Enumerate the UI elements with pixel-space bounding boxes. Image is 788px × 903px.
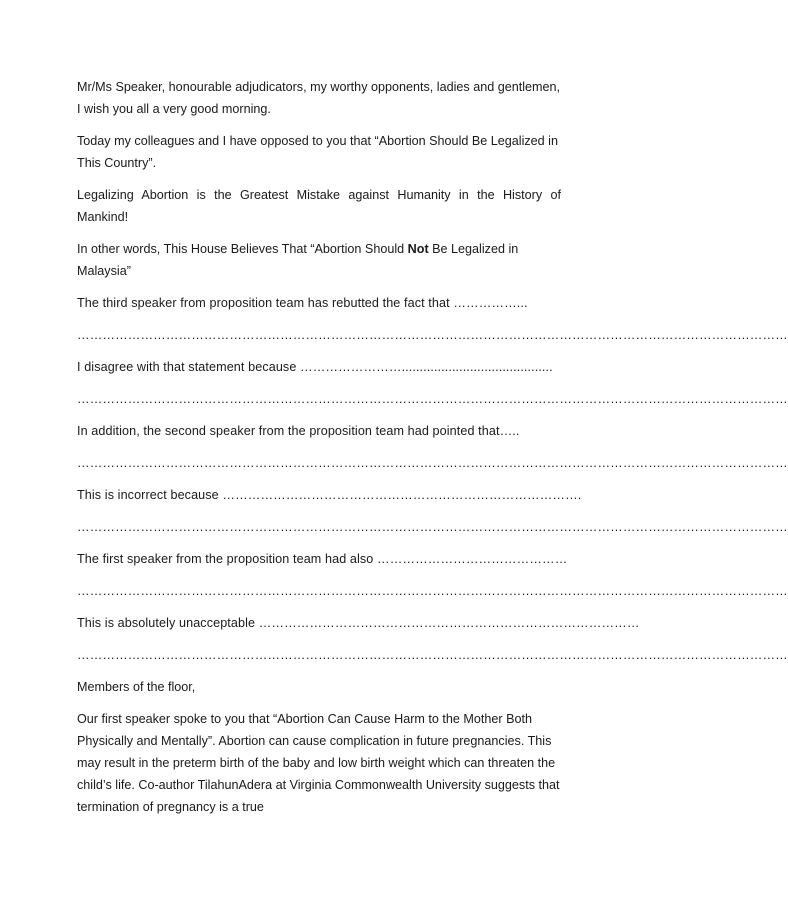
third-speaker-blank-line: …………………………………………………………………………………………………………………………………………………… — [77, 328, 788, 342]
motion-text-before: In other words, This House Believes That “Abortion Should — [77, 242, 408, 256]
incorrect-blank-line: …………………………………………………………………………………………………………………………………………………… — [77, 520, 788, 534]
document-page — [77, 76, 788, 828]
first-speaker-argument-paragraph: Our first speaker spoke to you that “Abortion Can Cause Harm to the Mother Both Physically and Mentally”. Abortion can cause complication in future pregnancies. This may result in the preterm birth of the baby and low birth weight which can threaten the child’s life. Co-author TilahunAdera at Virginia Commonwealth University suggests that termination of pregnancy is a true — [77, 712, 560, 814]
thesis-paragraph: Legalizing Abortion is the Greatest Mistake against Humanity in the History of Mankind! — [77, 188, 561, 224]
second-speaker-line: In addition, the second speaker from the proposition team had pointed that….. — [77, 424, 520, 438]
third-speaker-line: The third speaker from proposition team has rebutted the fact that ……………... — [77, 296, 528, 310]
second-speaker-blank-line: …………………………………………………………………………………………………………………………………………………… — [77, 456, 788, 470]
motion-paragraph — [77, 238, 561, 282]
first-speaker-line: The first speaker from the proposition team had also ……………………………………… — [77, 552, 568, 566]
motion-text-after: Be Legalized in Malaysia” — [77, 242, 519, 278]
unacceptable-blank-line: …………………………………………………………………………………………………………………………………………………… — [77, 648, 788, 662]
incorrect-line: This is incorrect because …………………………………………………………………………. — [77, 488, 582, 502]
members-of-floor-heading: Members of the floor, — [77, 680, 196, 694]
disagree-blank-line: …………………………………………………………………………………………………………………………………………………… — [77, 392, 788, 406]
motion-text-bold: Not — [407, 242, 429, 256]
first-speaker-blank-line: …………………………………………………………………………………………………………………………………………………… — [77, 584, 788, 598]
disagree-line: I disagree with that statement because …………………….......................................... — [77, 360, 553, 374]
greeting-paragraph: Mr/Ms Speaker, honourable adjudicators, my worthy opponents, ladies and gentlemen, I wish you all a very good morning. — [77, 80, 561, 116]
unacceptable-line: This is absolutely unacceptable ……………………………………………………………………………… — [77, 616, 640, 630]
opposition-statement-paragraph: Today my colleagues and I have opposed to you that “Abortion Should Be Legalized in This Country”. — [77, 134, 558, 170]
